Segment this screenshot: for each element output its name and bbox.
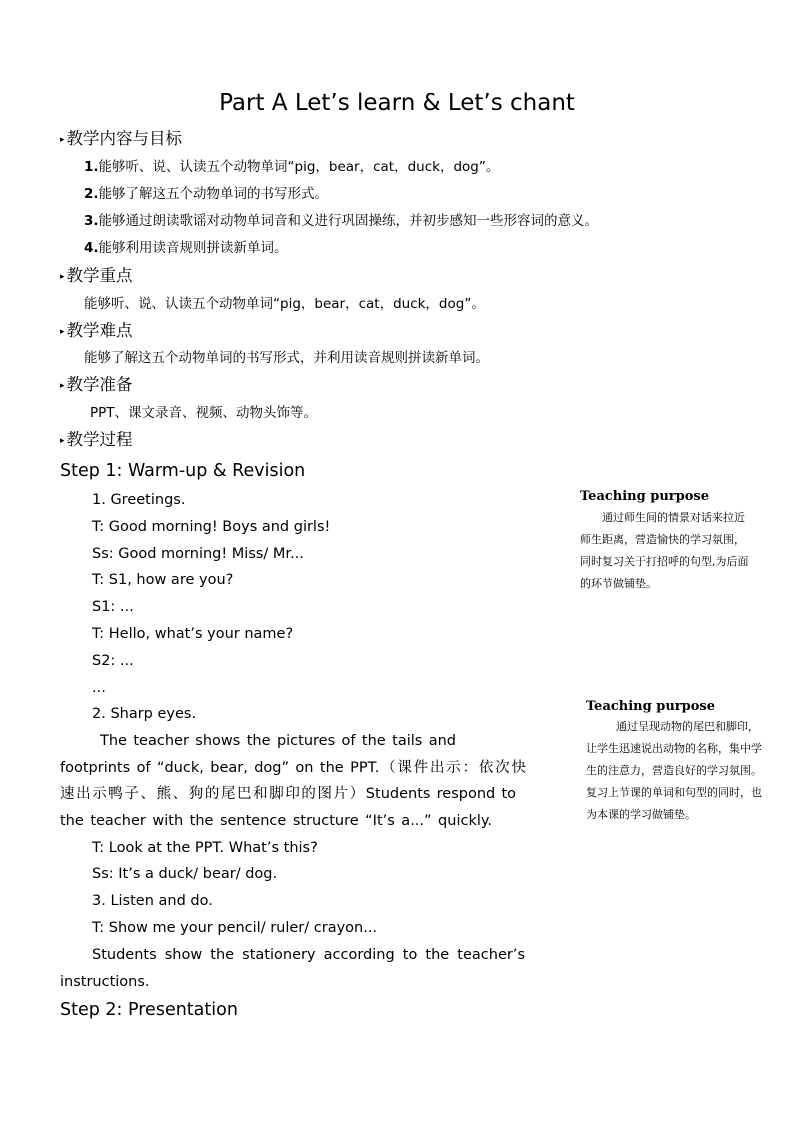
dialogue-line: ... [92, 680, 106, 696]
triangle-marker-icon: ▸ [60, 272, 65, 282]
dialogue-line: Ss: It’s a duck/ bear/ dog. [92, 866, 278, 882]
dialogue-line: S2: ... [92, 653, 134, 669]
dialogue-line: T: Look at the PPT. What’s this? [92, 840, 318, 856]
paragraph-line: Students show the stationery according to the teacher’s [92, 947, 525, 963]
section-heading-process: ▸ 教学过程 [60, 430, 133, 449]
dialogue-line: Ss: Good morning! Miss/ Mr... [92, 546, 304, 562]
key-points-text: 能够听、说、认读五个动物单词“pig，bear，cat，duck，dog”。 [84, 296, 485, 312]
side-note-heading: Teaching purpose [580, 489, 709, 504]
dialogue-line: S1: ... [92, 599, 134, 615]
dialogue-line: T: S1, how are you? [92, 572, 234, 588]
page-title: Part A Let’s learn & Let’s chant [219, 90, 575, 116]
triangle-marker-icon: ▸ [60, 381, 65, 391]
triangle-marker-icon: ▸ [60, 436, 65, 446]
paragraph-line: instructions. [60, 974, 150, 990]
step2-heading: Step 2: Presentation [60, 1000, 238, 1020]
triangle-marker-icon: ▸ [60, 327, 65, 337]
dialogue-line: 2. Sharp eyes. [92, 706, 197, 722]
goal-item: 2.能够了解这五个动物单词的书写形式。 [84, 186, 329, 202]
section-heading-content-goals: ▸ 教学内容与目标 [60, 129, 183, 148]
section-heading-preparation: ▸ 教学准备 [60, 375, 133, 394]
step1-heading: Step 1: Warm-up & Revision [60, 461, 306, 481]
goal-item: 1.能够听、说、认读五个动物单词“pig，bear，cat，duck，dog”。 [84, 159, 500, 175]
dialogue-line: T: Show me your pencil/ ruler/ crayon... [92, 920, 378, 936]
dialogue-line: 1. Greetings. [92, 492, 186, 508]
side-note-text: 通过呈现动物的尾巴和脚印，让学生迅速说出动物的名称，集中学生的注意力，营造良好的学习氛围。复习上节课的单词和句型的同时，也为本课的学习做铺垫。 [586, 720, 762, 821]
dialogue-line: T: Good morning! Boys and girls! [92, 519, 331, 535]
difficulties-text: 能够了解这五个动物单词的书写形式，并利用读音规则拼读新单词。 [84, 350, 489, 366]
triangle-marker-icon: ▸ [60, 135, 65, 145]
paragraph-line: 速出示鸭子、熊、狗的尾巴和脚印的图片）Students respond to [60, 786, 516, 802]
side-note-heading: Teaching purpose [586, 699, 715, 714]
goal-item: 3.能够通过朗读歌谣对动物单词音和义进行巩固操练，并初步感知一些形容词的意义。 [84, 213, 599, 229]
preparation-text: PPT、课文录音、视频、动物头饰等。 [90, 405, 318, 421]
paragraph-line: footprints of “duck, bear, dog” on the PPT.（课件出示：依次快 [60, 760, 526, 776]
paragraph-line: The teacher shows the pictures of the tails and [100, 733, 456, 749]
goal-item: 4.能够利用读音规则拼读新单词。 [84, 240, 288, 256]
section-heading-key-points: ▸ 教学重点 [60, 266, 133, 285]
section-heading-difficulties: ▸ 教学难点 [60, 321, 133, 340]
dialogue-line: T: Hello, what’s your name? [92, 626, 294, 642]
side-note-text: 通过师生间的情景对话来拉近师生距离，营造愉快的学习氛围，同时复习关于打招呼的句型,为后面的环节做铺垫。 [580, 511, 749, 590]
paragraph-line: the teacher with the sentence structure “It’s a...” quickly. [60, 813, 492, 829]
dialogue-line: 3. Listen and do. [92, 893, 213, 909]
